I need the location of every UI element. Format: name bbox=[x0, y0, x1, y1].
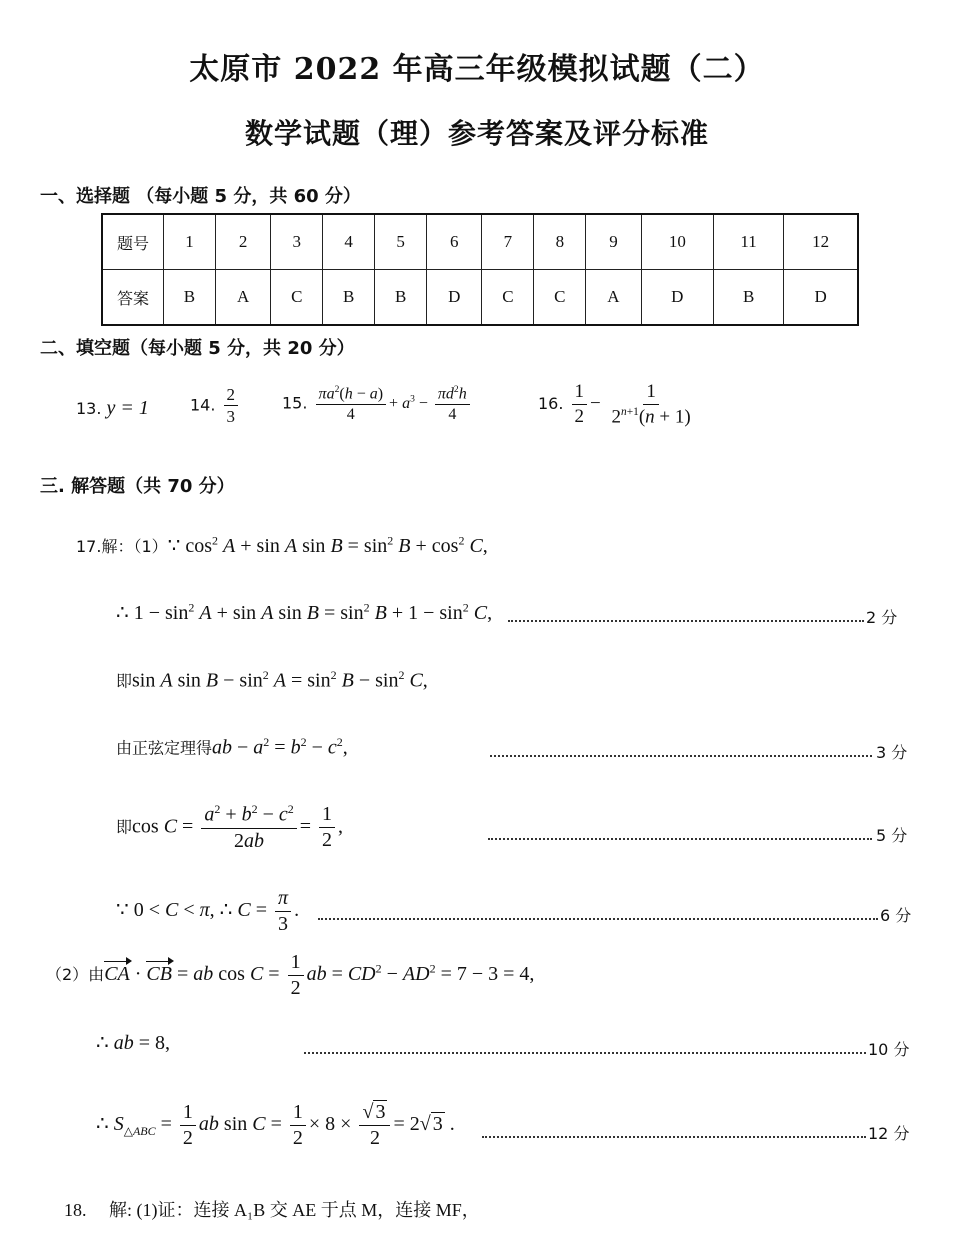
answer-16 bbox=[538, 380, 697, 429]
answer-14 bbox=[190, 384, 241, 428]
table-cell: D bbox=[784, 270, 858, 326]
table-cell: B bbox=[375, 270, 427, 326]
row-label-number: 题号 bbox=[102, 214, 164, 270]
q15-label: 15. bbox=[282, 393, 308, 413]
q17-line-4: 由正弦定理得ab − $a^2 = b^2 - c^2$, bbox=[116, 735, 348, 759]
table-cell: B bbox=[714, 270, 784, 326]
table-cell: A bbox=[215, 270, 270, 326]
score-3: 3 分 bbox=[876, 743, 908, 762]
table-cell: 8 bbox=[534, 214, 586, 270]
q17-part2-line-1: （2）由CA · CB = ab cos C = $\frac{1}{2}$ ab = $CD^2 - AD^2 = 7 - 3 = 4$, bbox=[46, 951, 535, 999]
answer-15 bbox=[282, 384, 473, 425]
table-cell: 5 bbox=[375, 214, 427, 270]
dot-leader bbox=[488, 838, 872, 840]
table-row-answers bbox=[102, 270, 858, 326]
q17-line-1: 17.解：（1）∵ $\cos^2 A + \sin A$ $\sin B = \sin^2 B + \cos^2 C$, bbox=[76, 533, 488, 557]
answer-13 bbox=[76, 397, 149, 420]
q18-line-1: 18. 解: (1)证：连接 A₁B 交 AE 于点 M，连接 MF， bbox=[64, 1200, 480, 1220]
table-cell: D bbox=[427, 270, 482, 326]
table-cell: 6 bbox=[427, 214, 482, 270]
table-cell: 4 bbox=[323, 214, 375, 270]
table-cell: 7 bbox=[482, 214, 534, 270]
score-12: 12 分 bbox=[868, 1124, 910, 1143]
table-cell: 11 bbox=[714, 214, 784, 270]
subtitle: 数学试题（理）参考答案及评分标准 bbox=[244, 117, 709, 150]
section-1-heading: 一、选择题 （每小题 5 分，共 60 分） bbox=[40, 186, 361, 207]
score-10: 10 分 bbox=[868, 1040, 910, 1059]
row-label-answer: 答案 bbox=[102, 270, 164, 326]
table-cell: D bbox=[641, 270, 713, 326]
q14-fraction: $\frac{2}{3}$ bbox=[224, 384, 239, 428]
q17-part2-line-3: ∴ $S_{\triangle ABC}$ = $\frac{1}{2}$ ab sin C = $\frac{1}{2}$ × 8 × $\frac{√ 3}{2}$ = 2√ 3 . bbox=[96, 1101, 455, 1149]
score-2: 2 分 bbox=[866, 608, 898, 627]
table-row-numbers bbox=[102, 214, 858, 270]
table-cell: 3 bbox=[271, 214, 323, 270]
section-2-heading: 二、填空题（每小题 5 分，共 20 分） bbox=[40, 338, 355, 359]
dot-leader bbox=[508, 620, 864, 622]
table-cell: 12 bbox=[784, 214, 858, 270]
table-cell: A bbox=[586, 270, 641, 326]
q14-label: 14. bbox=[190, 395, 216, 415]
q16-expression: $\frac{1}{2}$ − $\frac{1}{2^{n+1}(n + 1)}$ bbox=[569, 393, 697, 414]
score-5: 5 分 bbox=[876, 826, 908, 845]
dot-leader bbox=[318, 918, 878, 920]
table-cell: C bbox=[482, 270, 534, 326]
q15-expression: $\frac{\pi a^2(h - a)}{4}$ + $a^3$ − $\frac{\pi d^2h}{4}$ bbox=[313, 395, 473, 412]
dot-leader bbox=[490, 755, 872, 757]
table-cell: B bbox=[323, 270, 375, 326]
q16-label: 16. bbox=[538, 393, 564, 413]
table-cell: C bbox=[534, 270, 586, 326]
table-cell: 10 bbox=[641, 214, 713, 270]
main-title: 太原市 2022 年高三年级模拟试题（二） bbox=[189, 52, 765, 87]
table-cell: 2 bbox=[215, 214, 270, 270]
answer-table bbox=[101, 213, 859, 326]
table-cell: 9 bbox=[586, 214, 641, 270]
q13-label: 13. bbox=[76, 399, 102, 418]
table-cell: 1 bbox=[164, 214, 216, 270]
q17-line-5: 即cos C = $\frac{a^2 + b^2 - c^2}{2ab}$ = $\frac{1}{2}$ , bbox=[116, 802, 344, 852]
table-cell: C bbox=[271, 270, 323, 326]
dot-leader bbox=[304, 1052, 866, 1054]
table-cell: B bbox=[164, 270, 216, 326]
score-6: 6 分 bbox=[880, 906, 912, 925]
q17-line-6: ∵ 0 < C < π, ∴ C = $\frac{\pi}{3}$ . bbox=[116, 887, 300, 935]
q17-part2-line-2: ∴ ab = 8, bbox=[96, 1032, 171, 1054]
q17-line-3: 即sin A $\sin B - \sin^2 A = \sin^2 B - \sin^2 C$, bbox=[116, 668, 428, 692]
q17-line-2: ∴ $1 - \sin^2 A + \sin A$ $\sin B = \sin^2 B + 1 - \sin^2 C$, bbox=[116, 600, 493, 624]
q13-answer: y = 1 bbox=[106, 397, 149, 419]
section-3-heading: 三. 解答题（共 70 分） bbox=[40, 476, 235, 497]
dot-leader bbox=[482, 1136, 866, 1138]
